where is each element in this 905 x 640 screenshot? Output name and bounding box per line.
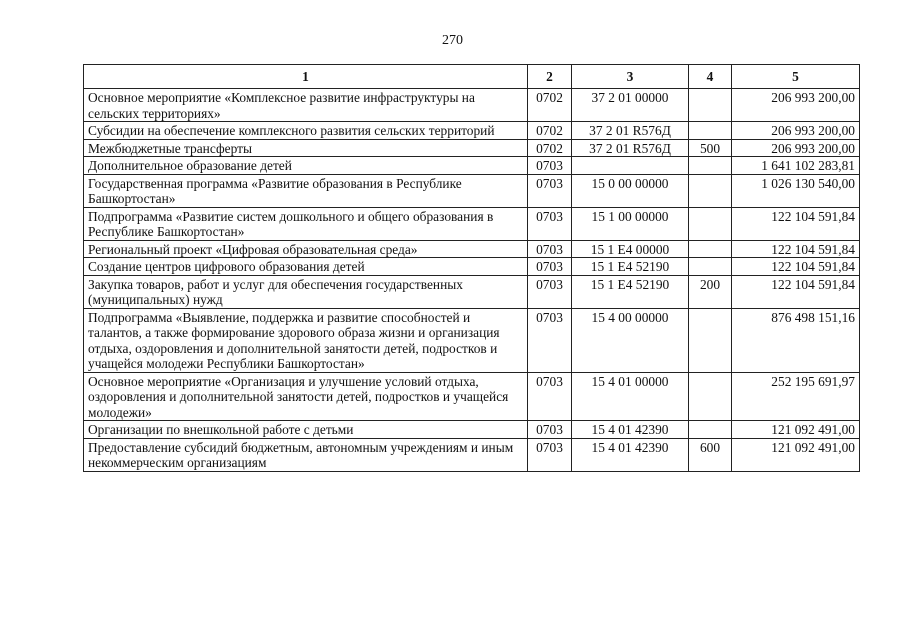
column-header-5: 5 [732, 65, 860, 89]
row-type [689, 308, 732, 372]
table-row [84, 372, 860, 421]
row-type [689, 207, 732, 240]
row-amount: 122 104 591,84 [732, 207, 860, 240]
row-code: 15 4 00 00000 [572, 308, 689, 372]
row-section: 0703 [528, 174, 572, 207]
row-type: 200 [689, 275, 732, 308]
row-section: 0703 [528, 275, 572, 308]
row-type [689, 122, 732, 140]
row-amount: 206 993 200,00 [732, 122, 860, 140]
table-row [84, 89, 860, 122]
column-header-1: 1 [84, 65, 528, 89]
table-row [84, 122, 860, 140]
row-amount: 1 026 130 540,00 [732, 174, 860, 207]
row-name: Основное мероприятие «Комплексное развитие инфраструктуры на сельских территориях» [84, 89, 528, 122]
row-section: 0703 [528, 157, 572, 175]
column-header-4: 4 [689, 65, 732, 89]
row-amount: 122 104 591,84 [732, 240, 860, 258]
row-type [689, 89, 732, 122]
row-section: 0703 [528, 421, 572, 439]
row-amount: 122 104 591,84 [732, 275, 860, 308]
table-row [84, 275, 860, 308]
row-name: Создание центров цифрового образования детей [84, 258, 528, 276]
table-row [84, 240, 860, 258]
table-row [84, 174, 860, 207]
table-row [84, 438, 860, 471]
row-section: 0703 [528, 258, 572, 276]
row-amount: 206 993 200,00 [732, 139, 860, 157]
table-row [84, 139, 860, 157]
row-type [689, 372, 732, 421]
row-name: Закупка товаров, работ и услуг для обеспечения государственных (муниципальных) нужд [84, 275, 528, 308]
row-code: 15 1 E4 52190 [572, 275, 689, 308]
row-section: 0703 [528, 308, 572, 372]
row-name: Предоставление субсидий бюджетным, автономным учреждениям и иным некоммерческим организациям [84, 438, 528, 471]
table-row [84, 258, 860, 276]
budget-table [83, 64, 860, 472]
table-header-row [84, 65, 860, 89]
row-amount: 121 092 491,00 [732, 438, 860, 471]
row-type [689, 157, 732, 175]
row-type [689, 174, 732, 207]
row-type [689, 240, 732, 258]
row-name: Подпрограмма «Выявление, поддержка и развитие способностей и талантов, а также формирование здорового образа жизни и организация отдыха, оздоровления и дополнительной занятости детей, подростков и учащейся молодежи Республики Башкортостан» [84, 308, 528, 372]
row-name: Региональный проект «Цифровая образовательная среда» [84, 240, 528, 258]
row-type [689, 258, 732, 276]
row-code: 15 1 E4 52190 [572, 258, 689, 276]
row-amount: 122 104 591,84 [732, 258, 860, 276]
row-code: 15 0 00 00000 [572, 174, 689, 207]
row-amount: 252 195 691,97 [732, 372, 860, 421]
row-name: Межбюджетные трансферты [84, 139, 528, 157]
row-section: 0702 [528, 122, 572, 140]
row-code: 15 1 00 00000 [572, 207, 689, 240]
table-row [84, 308, 860, 372]
row-code: 15 4 01 00000 [572, 372, 689, 421]
table-row [84, 157, 860, 175]
row-amount: 206 993 200,00 [732, 89, 860, 122]
page-number: 270 [442, 33, 463, 48]
row-code: 37 2 01 R576Д [572, 139, 689, 157]
row-name: Подпрограмма «Развитие систем дошкольного и общего образования в Республике Башкортостан» [84, 207, 528, 240]
row-section: 0702 [528, 139, 572, 157]
row-type: 600 [689, 438, 732, 471]
row-code [572, 157, 689, 175]
row-code: 15 4 01 42390 [572, 438, 689, 471]
row-code: 37 2 01 00000 [572, 89, 689, 122]
row-name: Основное мероприятие «Организация и улучшение условий отдыха, оздоровления и дополнительной занятости детей, подростков и учащейся молодежи» [84, 372, 528, 421]
row-code: 15 4 01 42390 [572, 421, 689, 439]
row-section: 0703 [528, 240, 572, 258]
row-type: 500 [689, 139, 732, 157]
row-name: Государственная программа «Развитие образования в Республике Башкортостан» [84, 174, 528, 207]
row-amount: 121 092 491,00 [732, 421, 860, 439]
table-row [84, 421, 860, 439]
row-section: 0703 [528, 438, 572, 471]
column-header-2: 2 [528, 65, 572, 89]
column-header-3: 3 [572, 65, 689, 89]
row-type [689, 421, 732, 439]
row-section: 0703 [528, 372, 572, 421]
row-name: Субсидии на обеспечение комплексного развития сельских территорий [84, 122, 528, 140]
row-name: Организации по внешкольной работе с детьми [84, 421, 528, 439]
row-section: 0703 [528, 207, 572, 240]
row-amount: 876 498 151,16 [732, 308, 860, 372]
row-name: Дополнительное образование детей [84, 157, 528, 175]
row-section: 0702 [528, 89, 572, 122]
table-row [84, 207, 860, 240]
row-code: 15 1 E4 00000 [572, 240, 689, 258]
row-amount: 1 641 102 283,81 [732, 157, 860, 175]
row-code: 37 2 01 R576Д [572, 122, 689, 140]
